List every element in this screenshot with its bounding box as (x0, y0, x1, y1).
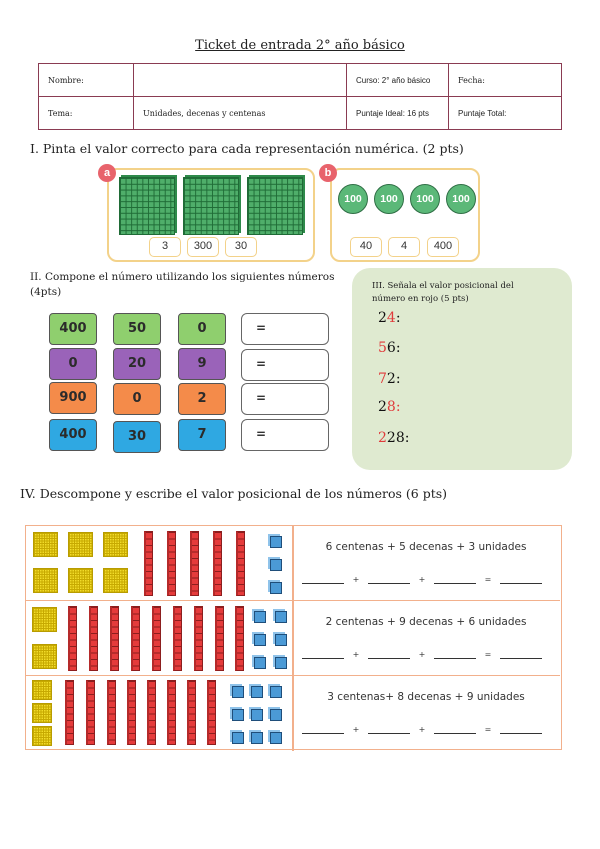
ten-rod-icon (167, 531, 176, 596)
ten-rod-icon (144, 531, 153, 596)
hundred-flat-icon (68, 568, 93, 593)
puntaje-ideal: Puntaje Ideal: 16 pts (347, 97, 449, 130)
unit-cube-icon (270, 732, 282, 744)
hundred-flat-icon (32, 726, 52, 746)
hundred-flat-icon (68, 532, 93, 557)
hundred-flat-icon (32, 644, 57, 669)
answer-blanks[interactable]: + + = (302, 649, 552, 659)
unit-cube-icon (254, 657, 266, 669)
unit-cube-icon (251, 709, 263, 721)
hundred-block-icon (183, 177, 239, 235)
answer-box[interactable]: = (241, 313, 329, 345)
ten-rod-icon (213, 531, 222, 596)
answer-blanks[interactable]: + + = (302, 724, 552, 734)
option-3[interactable]: 3 (149, 237, 181, 257)
hundred-flat-icon (32, 703, 52, 723)
coin-100-icon: 100 (446, 184, 476, 214)
ten-rod-icon (194, 606, 203, 671)
card-a (107, 168, 315, 262)
tile: 900 (49, 382, 97, 414)
tile: 2 (178, 383, 226, 415)
unit-cube-icon (275, 657, 287, 669)
section4-title: IV. Descompone y escribe el valor posicional de los números (6 pts) (20, 486, 448, 501)
card-b (330, 168, 480, 262)
unit-cube-icon (275, 611, 287, 623)
unit-cube-icon (270, 559, 282, 571)
coin-100-icon: 100 (374, 184, 404, 214)
decompose-table (25, 525, 562, 750)
tile: 7 (178, 419, 226, 451)
section2-title: II. Compone el número utilizando los siguientes números (4pts) (30, 271, 335, 298)
coin-100-icon: 100 (410, 184, 440, 214)
place-value-item[interactable]: 28: (378, 399, 401, 415)
ten-rod-icon (215, 606, 224, 671)
hundred-flat-icon (33, 532, 58, 557)
place-value-item[interactable]: 228: (378, 430, 410, 446)
answer-box[interactable]: = (241, 383, 329, 415)
nombre-label: Nombre: (39, 64, 134, 97)
answer-box[interactable]: = (241, 419, 329, 451)
curso-label: Curso: 2° año básico (347, 64, 449, 97)
unit-cube-icon (270, 582, 282, 594)
page-title: Ticket de entrada 2° año básico (195, 38, 405, 53)
unit-cube-icon (270, 686, 282, 698)
hundred-block-icon (119, 177, 175, 235)
answer-blanks[interactable]: + + = (302, 574, 552, 584)
place-value-item[interactable]: 24: (378, 310, 401, 326)
option-300[interactable]: 300 (187, 237, 219, 257)
ten-rod-icon (152, 606, 161, 671)
decompose-text: 2 centenas + 9 decenas + 6 unidades (325, 616, 527, 628)
hundred-flat-icon (103, 532, 128, 557)
place-value-item[interactable]: 72: (378, 371, 401, 387)
nombre-field[interactable] (134, 64, 347, 97)
ten-rod-icon (167, 680, 176, 745)
tile: 400 (49, 313, 97, 345)
section3-title: III. Señala el valor posicional del número en rojo (5 pts) (372, 281, 514, 304)
ten-rod-icon (190, 531, 199, 596)
hundred-flat-icon (32, 680, 52, 700)
option-400[interactable]: 400 (427, 237, 459, 257)
ten-rod-icon (131, 606, 140, 671)
info-table (38, 63, 562, 130)
option-40[interactable]: 40 (350, 237, 382, 257)
tile: 400 (49, 419, 97, 451)
unit-cube-icon (251, 686, 263, 698)
decompose-row-2 (26, 601, 560, 676)
coin-100-icon: 100 (338, 184, 368, 214)
ten-rod-icon (68, 606, 77, 671)
unit-cube-icon (232, 686, 244, 698)
decompose-text: 3 centenas+ 8 decenas + 9 unidades (327, 691, 525, 703)
decompose-row-3 (26, 676, 560, 751)
ten-rod-icon (236, 531, 245, 596)
tile: 20 (113, 348, 161, 380)
hundred-flat-icon (103, 568, 128, 593)
unit-cube-icon (270, 536, 282, 548)
tile: 0 (49, 348, 97, 380)
tile: 50 (113, 313, 161, 345)
ten-rod-icon (235, 606, 244, 671)
ten-rod-icon (173, 606, 182, 671)
answer-box[interactable]: = (241, 349, 329, 381)
decompose-row-1 (26, 526, 560, 601)
fecha-field[interactable]: Fecha: (449, 64, 562, 97)
tile: 0 (113, 383, 161, 415)
ten-rod-icon (110, 606, 119, 671)
place-value-item[interactable]: 56: (378, 340, 401, 356)
unit-cube-icon (232, 709, 244, 721)
ten-rod-icon (187, 680, 196, 745)
unit-cube-icon (251, 732, 263, 744)
option-4[interactable]: 4 (388, 237, 420, 257)
tile: 0 (178, 313, 226, 345)
unit-cube-icon (270, 709, 282, 721)
ten-rod-icon (127, 680, 136, 745)
tile: 9 (178, 348, 226, 380)
badge-a: a (98, 164, 116, 182)
unit-cube-icon (254, 634, 266, 646)
ten-rod-icon (86, 680, 95, 745)
tile: 30 (113, 421, 161, 453)
ten-rod-icon (147, 680, 156, 745)
ten-rod-icon (89, 606, 98, 671)
option-30[interactable]: 30 (225, 237, 257, 257)
unit-cube-icon (232, 732, 244, 744)
ten-rod-icon (107, 680, 116, 745)
ten-rod-icon (65, 680, 74, 745)
decompose-text: 6 centenas + 5 decenas + 3 unidades (325, 541, 527, 553)
unit-cube-icon (275, 634, 287, 646)
badge-b: b (319, 164, 337, 182)
tema-value: Unidades, decenas y centenas (134, 97, 347, 130)
tema-label: Tema: (39, 97, 134, 130)
unit-cube-icon (254, 611, 266, 623)
hundred-block-icon (247, 177, 303, 235)
section3-panel (352, 268, 572, 470)
puntaje-total-field[interactable]: Puntaje Total: (449, 97, 562, 130)
section1-title: I. Pinta el valor correcto para cada representación numérica. (2 pts) (30, 141, 464, 156)
hundred-flat-icon (32, 607, 57, 632)
hundred-flat-icon (33, 568, 58, 593)
ten-rod-icon (207, 680, 216, 745)
